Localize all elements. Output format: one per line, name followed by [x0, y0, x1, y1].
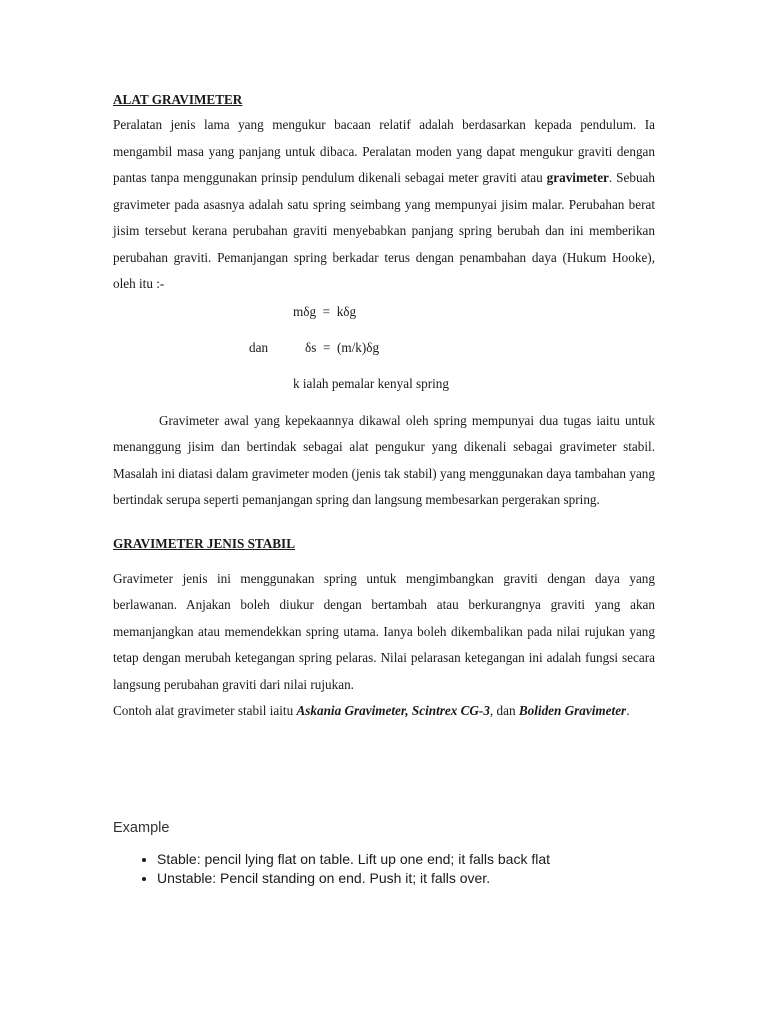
equation-2-text: δs = (m/k)δg — [305, 339, 380, 355]
equation-note-text: k ialah pemalar kenyal spring — [293, 375, 449, 391]
equation-note — [113, 374, 655, 394]
instrument-names-1: Askania Gravimeter, Scintrex CG-3 — [296, 703, 490, 718]
document-content — [113, 88, 655, 725]
paragraph-gravimeter-awal: Gravimeter awal yang kepekaannya dikawal oleh spring mempunyai dua tugas iaitu untuk menanggung jisim dan bertindak sebagai alat pengukur yang dikenali sebagai gravimeter stabil. Masalah ini diatasi dalam gravimeter moden (jenis tak stabil) yang menggunakan daya tambahan yang bertindak serupa seperti pemanjangan spring dan langsung membesarkan pergerakan spring. — [113, 412, 655, 507]
equation-1 — [113, 302, 655, 322]
paragraph-contoh-text-d: . — [626, 703, 630, 718]
paragraph-contoh-text-a: Contoh alat gravimeter stabil iaitu — [113, 703, 297, 718]
term-gravimeter: gravimeter — [546, 170, 609, 185]
paragraph-intro-text-a: Peralatan jenis lama yang mengukur bacaan relatif adalah berdasarkan kepada pendulum. Ia mengambil masa yang panjang untuk dibaca. Peralatan moden yang dapat mengukur graviti dengan pantas tanpa menggunakan prinsip pendulum dikenali sebagai meter graviti atau — [113, 117, 655, 185]
paragraph-contoh-text-c: , dan — [489, 703, 519, 718]
section-heading-alat-gravimeter: ALAT GRAVIMETER — [113, 92, 243, 107]
paragraph-contoh — [113, 698, 655, 725]
example-item-unstable: • Unstable: Pencil standing on end. Push it; it falls over. — [157, 869, 673, 888]
example-block — [113, 820, 673, 888]
paragraph-intro — [113, 112, 655, 298]
instrument-names-2: Boliden Gravimeter — [518, 703, 627, 718]
paragraph-stabil: Gravimeter jenis ini menggunakan spring untuk mengimbangkan graviti dengan daya yang berlawanan. Anjakan boleh diukur dengan bertambah atau berkurangnya graviti yang akan memanjangkan atau memendekkan spring utama. Ianya boleh dikembalikan pada nilai rujukan yang tetap dengan merubah ketegangan spring pelaras. Nilai pelarasan ketegangan ini adalah fungsi secara langsung perubahan graviti dari nilai rujukan. — [113, 570, 655, 692]
equation-1-text: mδg = kδg — [293, 303, 357, 319]
example-list — [113, 850, 673, 888]
example-item-stable: • Stable: pencil lying flat on table. Lift up one end; it falls back flat — [157, 850, 673, 869]
example-title: Example — [113, 820, 170, 836]
section-heading-gravimeter-jenis-stabil: GRAVIMETER JENIS STABIL — [113, 535, 295, 551]
paragraph-intro-text-b: . Sebuah gravimeter pada asasnya adalah satu spring seimbang yang mempunyai jisim malar. Perubahan berat jisim tersebut kerana perubahan graviti menyebabkan panjang spring berubah dan ini memberikan perubahan graviti. Pemanjangan spring berkadar terus dengan penambahan daya (Hukum Hooke), oleh itu :- — [113, 170, 656, 291]
equation-2-label: dan — [249, 339, 269, 355]
equation-2 — [113, 338, 655, 358]
